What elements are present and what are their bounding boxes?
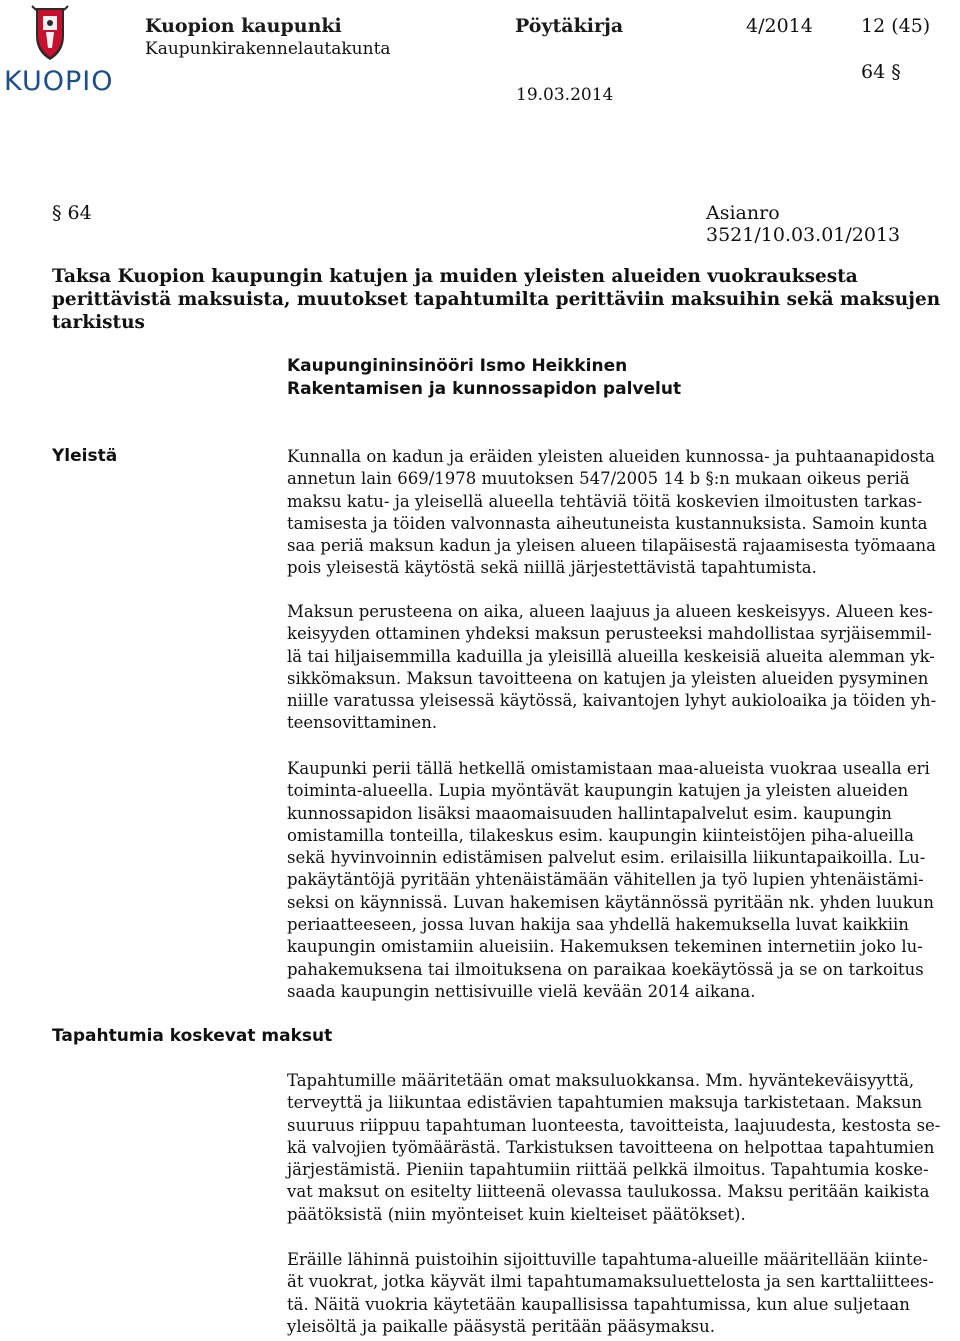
org-unit: Kaupunkirakennelautakunta (145, 39, 391, 59)
section-title: Taksa Kuopion kaupungin katujen ja muiden yleisten alueiden vuokrauksesta perittävistä maksuista, muutokset tapahtumilta perittäviin maksuihin sekä maksujen tarkistus (52, 266, 941, 333)
section-number: § 64 (52, 202, 92, 224)
page-number: 12 (45) (861, 15, 931, 37)
paragraph-4: Tapahtumille määritetään omat maksuluokkansa. Mm. hyväntekeväisyyttä, terveyttä ja liikuntaa edistävien tapahtumien maksuja tarkistetaan. Maksun suuruus riippuu tapahtuman luonteesta, tavoitteista, laajuudesta, kestosta se- kä valvojien työmäärästä. Tarkistuksen tavoitteena on helpottaa tapahtumien järjestämistä. Pieniin tapahtumiin riittää pelkkä ilmoitus. Tapahtumia koske- vat maksut on esitelty liitteenä olevassa taulukossa. Maksu peritään kaikista päätöksistä (niin myönteiset kuin kielteiset päätökset). (287, 1071, 941, 1224)
doc-number: 4/2014 (746, 15, 813, 37)
logo-wordmark: KUOPIO (4, 66, 114, 97)
paragraph-1: Kunnalla on kadun ja eräiden yleisten alueiden kunnossa- ja puhtaanapidosta annetun lain 669/1978 muutoksen 547/2005 14 b §:n mukaan oikeus periä maksu katu- ja yleisellä alueella tehtäviä töitä koskevien ilmoitusten tarkas- tamisesta ja töiden valvonnasta aiheutuneista kustannuksista. Samoin kunta saa periä maksun kadun ja yleisen alueen tilapäisestä rajaamisesta työmaana pois yleisestä käytöstä sekä niillä järjestettävistä tapahtumista. (287, 447, 937, 578)
section-ref: 64 § (861, 61, 901, 83)
doc-type: Pöytäkirja (515, 15, 624, 37)
author-unit: Rakentamisen ja kunnossapidon palvelut (287, 379, 682, 399)
author-block (287, 355, 681, 401)
heading-events: Tapahtumia koskevat maksut (52, 1026, 333, 1046)
org-name: Kuopion kaupunki (145, 15, 342, 37)
paragraph-3: Kaupunki perii tällä hetkellä omistamistaan maa-alueista vuokraa usealla eri toiminta-alueella. Lupia myöntävät kaupungin katujen ja yleisten alueiden kunnossapidon lisäksi maaomaisuuden hallintapalvelut esim. kaupungin omistamilla tonteilla, tilakeskus esim. kaupungin kiinteistöjen piha-alueilla sekä hyvinvoinnin edistämisen palvelut esim. erilaisilla liikuntapaikoilla. Lu- pakäytäntöjä pyritään yhtenäistämään vähitellen ja työ lupien yhtenäistämi- seksi on käynnissä. Luvan hakemisen käytännössä pyritään nk. yhden luukun periaatteeseen, jossa luvan hakija saa yhdellä hakemuksella luvat kaikkiin kaupungin omistamiin alueisiin. Hakemuksen tekeminen internetiin joko lu- pahakemuksena tai ilmoituksena on paraikaa koekäytössä ja se on tarkoitus saada kaupungin nettisivuille vielä kevään 2014 aikana. (287, 759, 934, 1001)
case-number: Asianro 3521/10.03.01/2013 (706, 202, 901, 246)
heading-general: Yleistä (52, 446, 118, 466)
meeting-date: 19.03.2014 (516, 85, 614, 105)
paragraph-2: Maksun perusteena on aika, alueen laajuus ja alueen keskeisyys. Alueen kes- keisyyden ottaminen yhdeksi maksun perusteeksi mahdollistaa syrjäisemmil- lä tai hiljaisemmilla kaduilla ja yleisillä alueilla keskeisiä alueita alemman yk- sikkömaksun. Maksun tavoitteena on katujen ja yleisten alueiden pysyminen niille varatussa yleisessä käytössä, kaivantojen lyhyt aukioloaika ja töiden yh- teensovittaminen. (287, 602, 937, 733)
author-name: Kaupungininsinööri Ismo Heikkinen (287, 356, 628, 376)
paragraph-5: Eräille lähinnä puistoihin sijoittuville tapahtuma-alueille määritellään kiinte- ät vuokrat, jotka käyvät ilmi tapahtumamaksuluettelosta ja sen karttaliittees- tä. Näitä vuokria käytetään kaupallisissa tapahtumissa, kun alue suljetaan yleisöltä ja paikalle pääsystä peritään pääsymaksu. (287, 1250, 934, 1336)
